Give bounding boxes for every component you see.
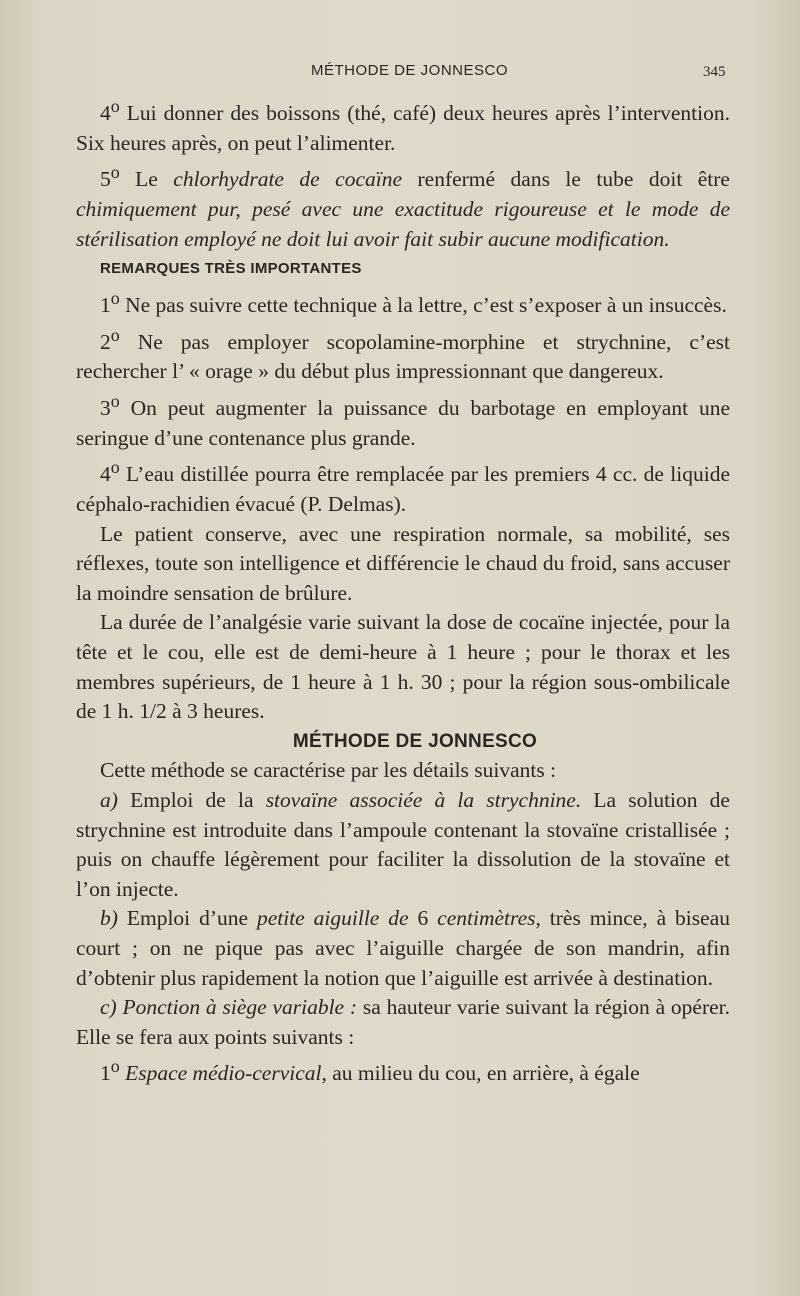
paragraph-text: Emploi de la <box>117 788 266 812</box>
section-title: MÉTHODE DE JONNESCO <box>292 730 538 752</box>
patient-paragraph: Le patient conserve, avec une respiration normale, sa mobilité, ses réflexes, toute son intelligence et différencie le chaud du froid, sans accuser la moindre sensation de brûlure. <box>76 521 730 605</box>
paragraph-text: , très mince, à biseau court ; on ne pique pas avec l’aiguille chargée de son mandrin, afin d’obtenir plus rapidement la notion que l’aiguille est arrivée à destination. <box>76 906 730 990</box>
ordinal-mark: o <box>110 96 120 116</box>
item-number: 3 <box>100 396 111 421</box>
italic-text: Ponction à siège variable : <box>116 995 358 1020</box>
item-number: 4 <box>100 101 111 126</box>
paragraph-text: Lui donner des boissons (thé, café) deux heures après l’intervention. Six heures après, on peut l’alimenter. <box>76 101 730 155</box>
paragraph-text: Ne pas suivre cette technique à la lettre, c’est s’exposer à un insuccès. <box>119 293 727 318</box>
item-number: 4 <box>100 462 111 487</box>
remark-4 <box>76 453 730 519</box>
item-c <box>76 993 730 1052</box>
paragraph-text: , au milieu du cou, en arrière, à égale <box>321 1061 640 1086</box>
item-5-paragraph <box>76 158 730 254</box>
section-intro: Cette méthode se caractérise par les détails suivants : <box>100 758 557 783</box>
paragraph-text: sa hauteur varie suivant la région à opérer. Elle se fera aux points suivants : <box>76 995 731 1049</box>
page-number: 345 <box>703 64 726 80</box>
paragraph-text: 6 <box>408 906 438 931</box>
item-number: 1 <box>100 1061 111 1086</box>
ordinal-mark: o <box>110 287 120 308</box>
italic-text: stovaïne associée à la strychnine. <box>265 788 582 812</box>
item-4-paragraph <box>76 92 730 158</box>
remark-1 <box>76 284 730 321</box>
item-b <box>76 904 730 993</box>
italic-text: centimètres <box>437 906 536 931</box>
item-a <box>76 786 730 904</box>
ordinal-mark: o <box>110 390 120 411</box>
running-title: MÉTHODE DE JONNESCO <box>311 62 509 79</box>
italic-text: chimiquement pur, pesé avec une exactitude rigoureuse et le mode de stérilisation employé ne doit lui avoir fait subir aucune modification. <box>76 197 730 251</box>
remark-2 <box>76 321 730 387</box>
remark-3 <box>76 387 730 453</box>
paragraph-text: La solution de strychnine est introduite dans l’ampoule contenant la stovaïne cristallisée ; puis on chauffe légèrement pour faciliter la dissolution de la stovaïne et l’on injecte. <box>76 788 730 901</box>
remarks-heading: REMARQUES TRÈS IMPORTANTES <box>100 260 362 278</box>
italic-text: petite aiguille de <box>256 906 409 931</box>
page-header <box>0 58 800 88</box>
ordinal-mark: o <box>110 1056 120 1077</box>
duration-paragraph: La durée de l’analgésie varie suivant la dose de cocaïne injectée, pour la tête et le cou, elle est de demi-heure à 1 heure ; pour le thorax et les membres supérieurs, de 1 heure à 1 h. 30 ; pour la région sous-ombilicale de 1 h. 1/2 à 3 heures. <box>76 610 730 724</box>
italic-text: chlorhydrate de cocaïne <box>173 167 403 192</box>
paragraph-text: Ne pas employer scopolamine-morphine et strychnine, c’est rechercher l’ « orage » du début plus impressionnant que dangereux. <box>76 329 730 384</box>
paragraph-text: On peut augmenter la puissance du barbotage en employant une seringue d’une contenance plus grande. <box>76 396 730 450</box>
italic-text: Espace médio-cervical <box>125 1061 322 1086</box>
page-body <box>76 92 730 1089</box>
paragraph-text: renfermé dans le tube doit être <box>402 167 730 192</box>
paragraph-text: Le <box>119 167 174 192</box>
item-label: a) <box>100 788 118 812</box>
item-label: b) <box>100 906 118 931</box>
item-label: c) <box>100 995 117 1020</box>
ordinal-mark: o <box>110 162 120 183</box>
ordinal-mark: o <box>110 324 120 345</box>
paragraph-text: L’eau distillée pourra être remplacée par les premiers 4 cc. de liquide céphalo-rachidien évacué (P. Delmas). <box>76 462 730 517</box>
item-number: 5 <box>100 167 111 192</box>
item-number: 2 <box>100 329 111 354</box>
item-c-1 <box>76 1052 730 1089</box>
item-number: 1 <box>100 293 111 318</box>
paragraph-text: Emploi d’une <box>117 906 257 931</box>
ordinal-mark: o <box>110 457 120 478</box>
